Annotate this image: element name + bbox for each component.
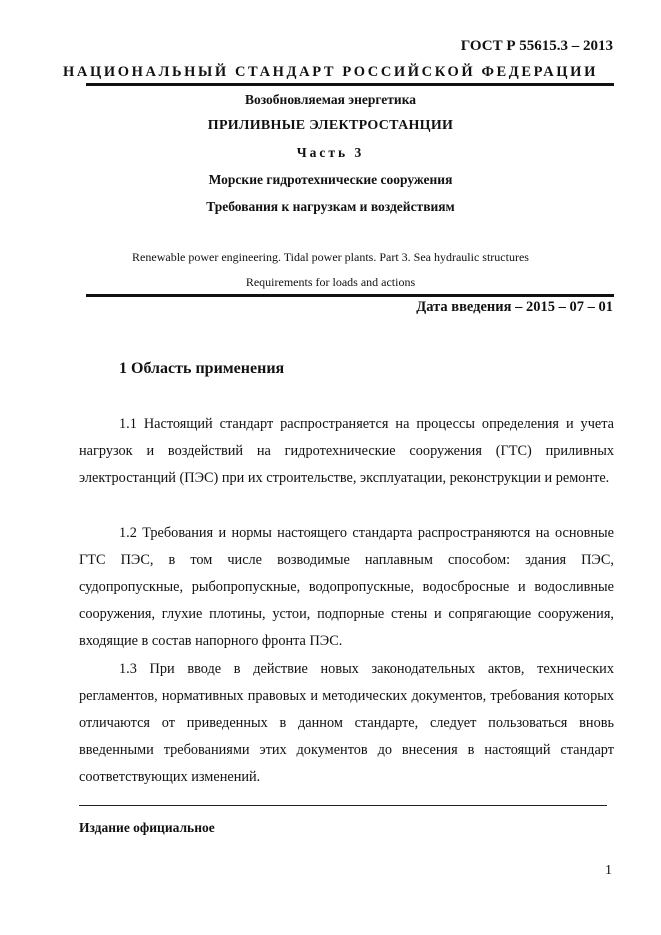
title-rule	[86, 294, 614, 297]
edition-label: Издание официальное	[79, 820, 215, 835]
english-subtitle: Requirements for loads and actions	[245, 275, 416, 289]
paragraph-1-1: 1.1 Настоящий стандарт распространяется на процессы определения и учета нагрузок и воздействий на гидротехнические сооружения (ГТС) приливных электростанций (ПЭС) при их строительстве, эксплуатации, реконструкции и ремонте.	[79, 416, 614, 486]
document-title: ПРИЛИВНЫЕ ЭЛЕКТРОСТАНЦИИ	[207, 118, 454, 133]
english-title: Renewable power engineering. Tidal power plants. Part 3. Sea hydraulic structures	[132, 250, 529, 264]
national-standard-heading: НАЦИОНАЛЬНЫЙ СТАНДАРТ РОССИЙСКОЙ ФЕДЕРАЦИИ	[63, 64, 598, 80]
standard-field: Возобновляемая энергетика	[244, 92, 417, 107]
introduction-date: Дата введения – 2015 – 07 – 01	[416, 299, 613, 315]
section-title: 1 Область применения	[119, 360, 285, 377]
paragraph-1-2: 1.2 Требования и нормы настоящего стандарта распространяются на основные ГТС ПЭС, в том числе возводимые наплавным способом: здания ПЭС, судопропускные, рыбопропускные, водопропускные, водосбросные и водосливные сооружения, глухие плотины, устои, подпорные стены и сопрягающие сооружения, входящие в состав напорного фронта ПЭС.	[79, 525, 614, 649]
paragraph-1-3: 1.3 При вводе в действие новых законодательных актов, технических регламентов, нормативных правовых и методических документов, требования которых отличаются от приведенных в данном стандарте, следует пользоваться вновь введенными требованиями этих документов до внесения в настоящий стандарт соответствующих изменений.	[79, 661, 614, 785]
footer-rule	[79, 805, 607, 806]
part-number: Часть 3	[296, 145, 365, 160]
document-subtitle-2: Требования к нагрузкам и воздействиям	[206, 199, 455, 214]
header-rule	[86, 83, 614, 86]
document-subtitle: Морские гидротехнические сооружения	[208, 172, 453, 187]
gost-code: ГОСТ Р 55615.3 – 2013	[460, 38, 613, 54]
page-number: 1	[605, 863, 612, 878]
